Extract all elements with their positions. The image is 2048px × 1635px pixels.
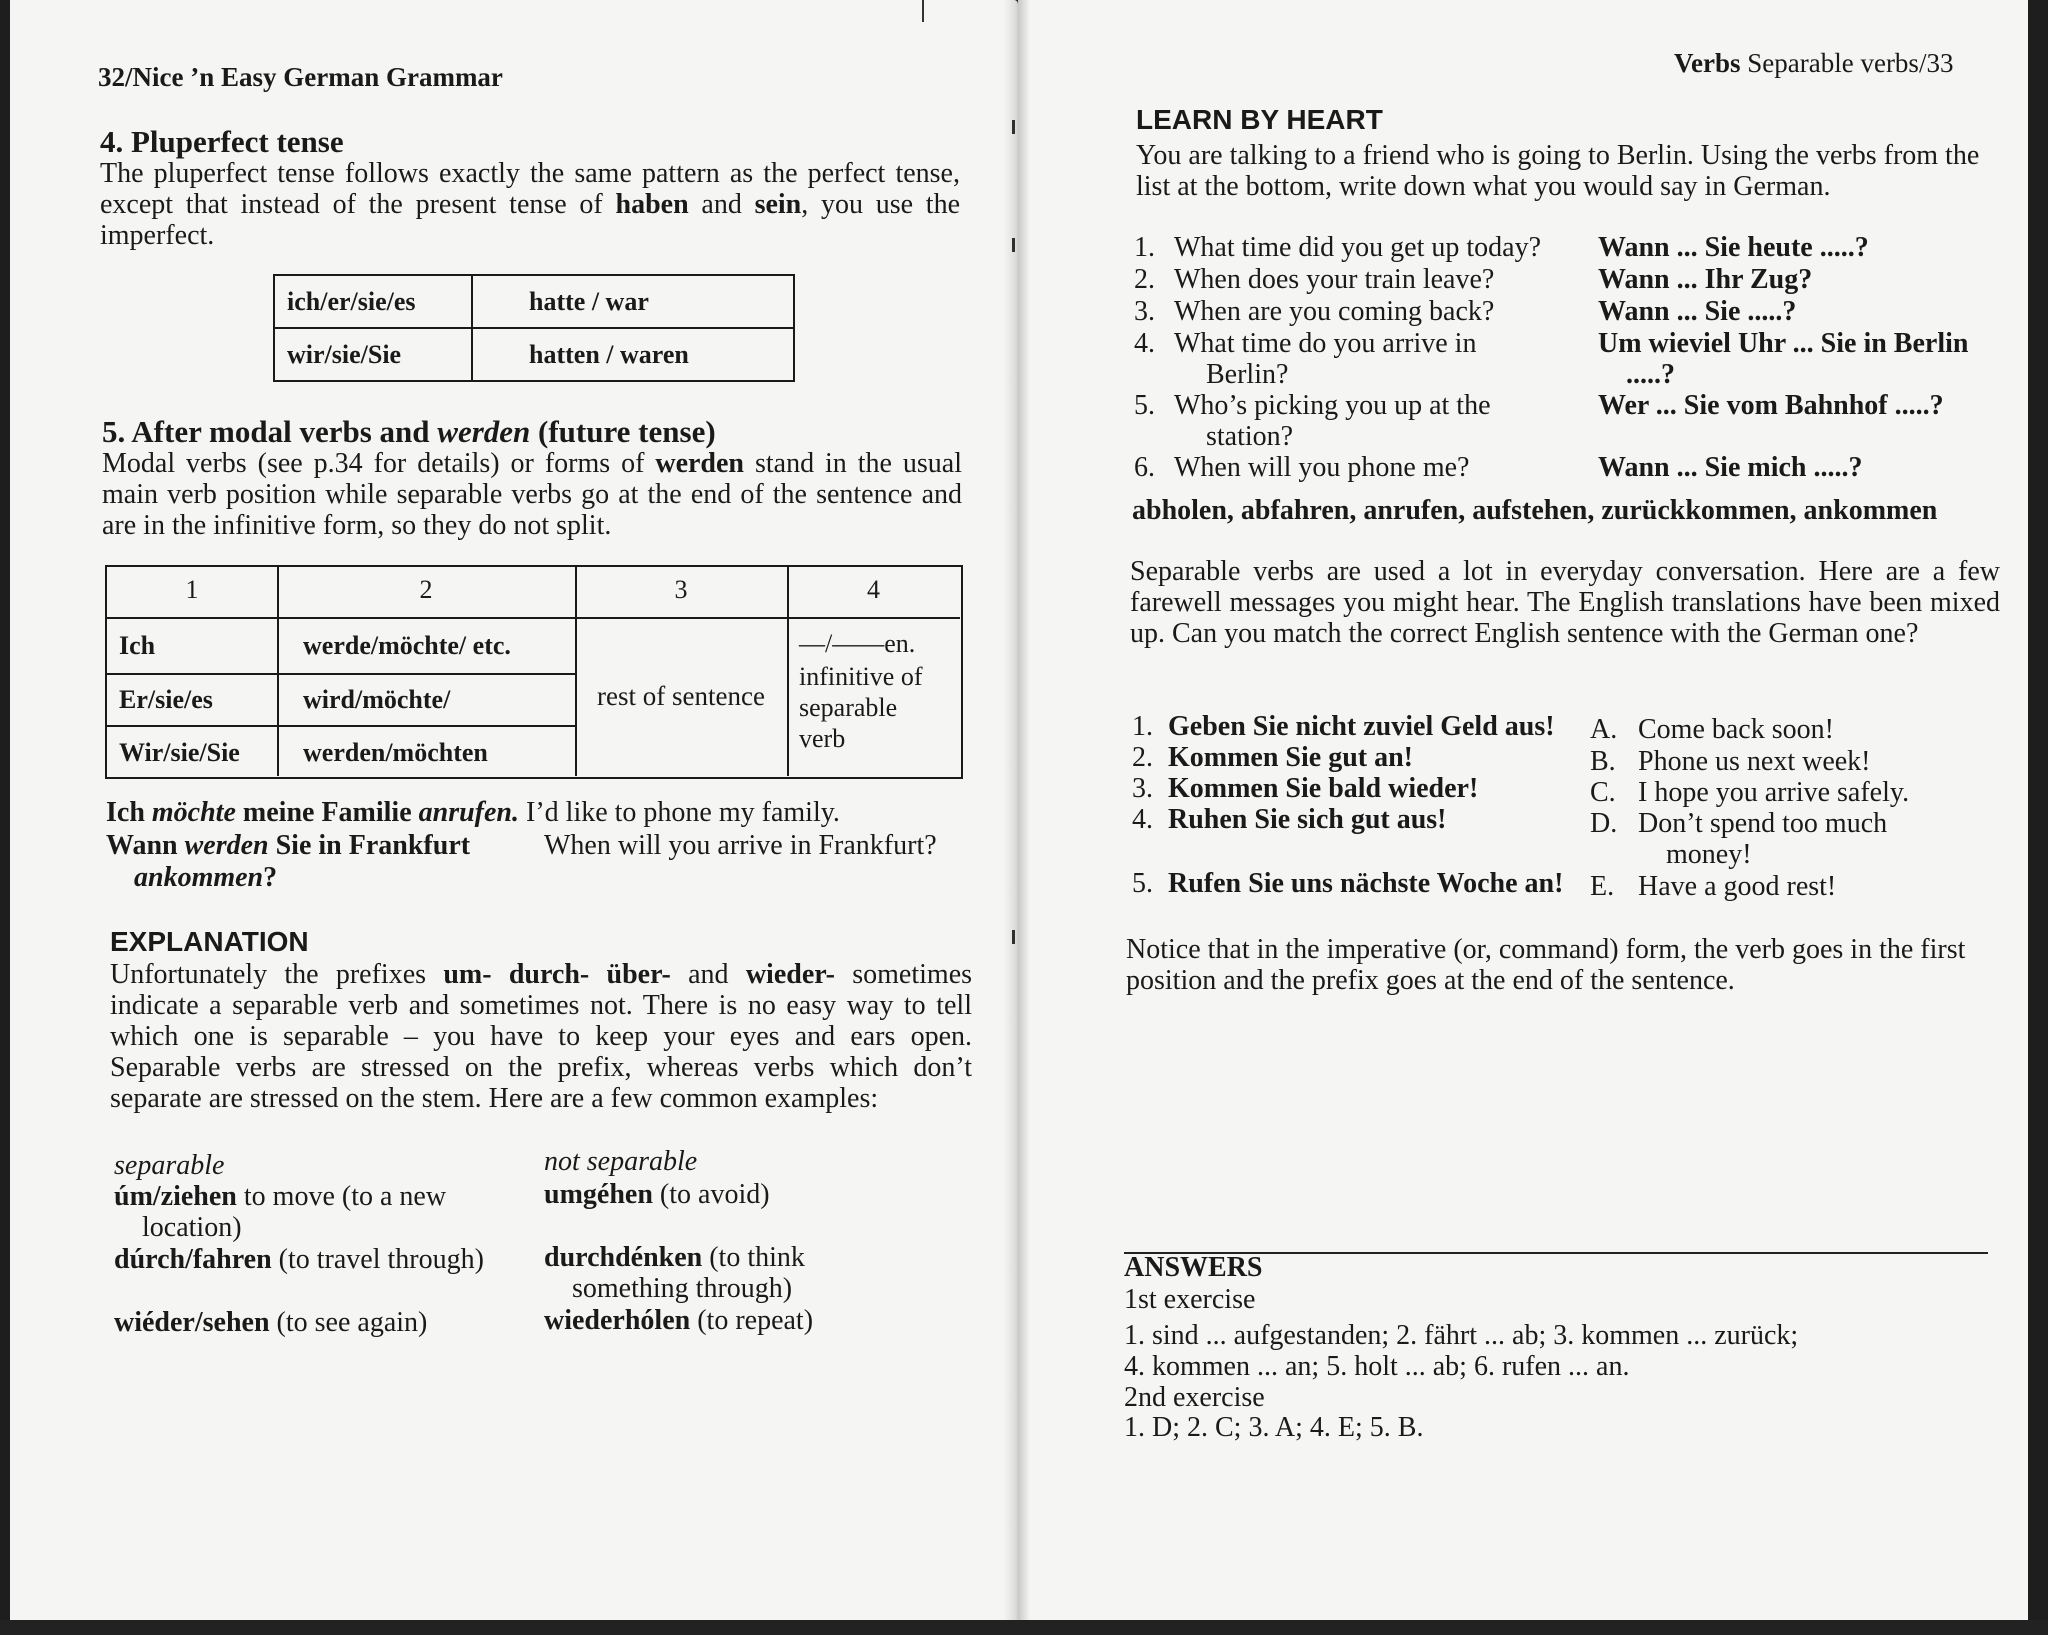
english-sentence: Phone us next week! bbox=[1638, 746, 1871, 777]
separable-heading: separable bbox=[114, 1150, 225, 1181]
item-number: 1. bbox=[1134, 232, 1155, 263]
table-row bbox=[274, 328, 794, 381]
item-question: When does your train leave? bbox=[1174, 264, 1495, 295]
german-number: 2. bbox=[1132, 742, 1153, 773]
word-order-table bbox=[105, 565, 963, 779]
verb-list: abholen, abfahren, anrufen, aufstehen, zurückkommen, ankommen bbox=[1132, 495, 1938, 526]
english-sentence: I hope you arrive safely. bbox=[1638, 777, 1910, 808]
explanation-title: EXPLANATION bbox=[110, 926, 309, 957]
term-sein: sein bbox=[754, 189, 802, 220]
answers-exercise-1-label: 1st exercise bbox=[1124, 1284, 1256, 1315]
german-sentence: Ruhen Sie sich gut aus! bbox=[1168, 804, 1447, 835]
answers-exercise-2-label: 2nd exercise bbox=[1124, 1382, 1265, 1413]
item-question: When are you coming back? bbox=[1174, 296, 1495, 327]
english-letter: A. bbox=[1590, 714, 1618, 745]
not-separable-example-1: umgéhen (to avoid) bbox=[544, 1179, 770, 1210]
example-sentence-2-german: Wann werden Sie in Frankfurt bbox=[106, 830, 471, 861]
item-german-cont: .....? bbox=[1626, 359, 1675, 390]
item-question-cont: station? bbox=[1206, 421, 1294, 452]
item-german: Wann ... Sie mich .....? bbox=[1598, 452, 1863, 483]
term-haben: haben bbox=[615, 189, 689, 220]
explanation-paragraph: Unfortunately the prefixes um- durch- über- and wieder- sometimes indicate a separable verb and sometimes not. There is no easy way to tell which one is separable – you have to keep your eyes and ears open. Separable verbs are stressed on the prefix, whereas verbs which don’t separate are stressed on the stem. Here are a few common examples: bbox=[110, 959, 973, 1114]
english-sentence: Don’t spend too much bbox=[1638, 808, 1888, 839]
english-letter: B. bbox=[1590, 746, 1616, 777]
section-5-paragraph: Modal verbs (see p.34 for details) or forms of werden stand in the usual main verb position while separable verbs go at the end of the sentence and are in the infinitive form, so they do not split. bbox=[102, 448, 962, 541]
not-separable-heading: not separable bbox=[544, 1146, 698, 1177]
item-german: Um wieviel Uhr ... Sie in Berlin bbox=[1598, 328, 1969, 359]
german-number: 5. bbox=[1132, 868, 1153, 899]
table-cell: hatte / war bbox=[472, 275, 794, 328]
page-edge-mark bbox=[922, 0, 924, 22]
english-letter: C. bbox=[1590, 777, 1616, 808]
item-german: Wer ... Sie vom Bahnhof .....? bbox=[1598, 390, 1944, 421]
item-german: Wann ... Sie heute .....? bbox=[1598, 232, 1869, 263]
section-4-paragraph: The pluperfect tense follows exactly the same pattern as the perfect tense, except that instead of the present tense of haben and sein, you use the imperfect. bbox=[100, 158, 960, 251]
example-sentence-1: Ich möchte meine Familie anrufen. I’d like to phone my family. bbox=[106, 797, 840, 828]
item-question: Who’s picking you up at the bbox=[1174, 390, 1491, 421]
not-separable-example-2: durchdénken (to think something through) bbox=[544, 1242, 805, 1304]
not-separable-example-3: wiederhólen (to repeat) bbox=[544, 1305, 814, 1336]
table-header: 3 bbox=[674, 575, 688, 604]
item-number: 5. bbox=[1134, 390, 1155, 421]
table-cell: wir/sie/Sie bbox=[274, 328, 472, 381]
german-sentence: Kommen Sie bald wieder! bbox=[1168, 773, 1479, 804]
section-5-title: 5. After modal verbs and werden (future tense) bbox=[102, 414, 716, 449]
table-cell: werden/möchten bbox=[303, 738, 488, 767]
item-number: 6. bbox=[1134, 452, 1155, 483]
english-letter: D. bbox=[1590, 808, 1618, 839]
item-question: When will you phone me? bbox=[1174, 452, 1470, 483]
farewell-intro: Separable verbs are used a lot in everyday conversation. Here are a few farewell messages you might hear. The English translations have been mixed up. Can you match the correct English sentence with the German one? bbox=[1130, 556, 2000, 649]
left-page-header bbox=[98, 62, 503, 93]
bottom-edge bbox=[0, 1620, 2048, 1635]
table-header: 2 bbox=[419, 575, 433, 604]
english-sentence: Have a good rest! bbox=[1638, 871, 1837, 902]
answers-exercise-2-line: 1. D; 2. C; 3. A; 4. E; 5. B. bbox=[1124, 1412, 1424, 1443]
german-sentence: Kommen Sie gut an! bbox=[1168, 742, 1413, 773]
german-number: 4. bbox=[1132, 804, 1153, 835]
item-german: Wann ... Ihr Zug? bbox=[1598, 264, 1813, 295]
separable-example-2: dúrch/fahren (to travel through) bbox=[114, 1244, 484, 1275]
learn-by-heart-title: LEARN BY HEART bbox=[1136, 104, 1383, 135]
pluperfect-table bbox=[273, 274, 795, 382]
table-cell: ich/er/sie/es bbox=[274, 275, 472, 328]
table-header: 4 bbox=[867, 575, 880, 604]
table-row bbox=[274, 275, 794, 328]
table-cell: rest of sentence bbox=[597, 681, 765, 711]
answers-title: ANSWERS bbox=[1124, 1252, 1263, 1283]
book-gutter bbox=[1004, 0, 1030, 1625]
german-number: 3. bbox=[1132, 773, 1153, 804]
english-letter: E. bbox=[1590, 871, 1615, 902]
example-sentence-2-english: When will you arrive in Frankfurt? bbox=[544, 830, 937, 861]
section-4-title: 4. Pluperfect tense bbox=[100, 124, 344, 159]
term-werden: werden bbox=[437, 414, 531, 449]
item-question: What time do you arrive in bbox=[1174, 328, 1477, 359]
learn-intro: You are talking to a friend who is going to Berlin. Using the verbs from the list at the bottom, write down what you would say in German. bbox=[1136, 140, 1980, 202]
table-cell: werde/möchte/ etc. bbox=[303, 631, 511, 660]
left-header-text: 32/Nice ’n Easy German Grammar bbox=[98, 62, 503, 92]
english-sentence: Come back soon! bbox=[1638, 714, 1834, 745]
separable-example-1: úm/ziehen to move (to a new location) bbox=[114, 1181, 447, 1243]
answers-exercise-1-line-1: 1. sind ... aufgestanden; 2. fährt ... ab; 3. kommen ... zurück; bbox=[1124, 1320, 1799, 1351]
right-page-header: Verbs Separable verbs/33 bbox=[1674, 48, 1954, 78]
table-cell: infinitive of separable verb bbox=[799, 662, 923, 753]
left-page bbox=[0, 0, 1018, 1625]
item-question: What time did you get up today? bbox=[1174, 232, 1542, 263]
right-page bbox=[1018, 0, 2048, 1625]
table-cell: Er/sie/es bbox=[119, 685, 213, 714]
english-sentence-cont: money! bbox=[1666, 839, 1752, 870]
german-sentence: Rufen Sie uns nächste Woche an! bbox=[1168, 868, 1564, 899]
example-sentence-2-german-cont: ankommen? bbox=[134, 862, 278, 893]
notice-paragraph: Notice that in the imperative (or, command) form, the verb goes in the first position and the prefix goes at the end of the sentence. bbox=[1126, 934, 1966, 996]
item-german: Wann ... Sie .....? bbox=[1598, 296, 1797, 327]
table-cell: Wir/sie/Sie bbox=[119, 738, 240, 767]
item-number: 2. bbox=[1134, 264, 1155, 295]
table-cell: hatten / waren bbox=[472, 328, 794, 381]
table-header: 1 bbox=[185, 575, 199, 604]
table-cell: Ich bbox=[119, 631, 156, 660]
answers-exercise-1-line-2: 4. kommen ... an; 5. holt ... ab; 6. rufen ... an. bbox=[1124, 1351, 1630, 1382]
table-cell: wird/möchte/ bbox=[303, 685, 451, 714]
item-number: 4. bbox=[1134, 328, 1155, 359]
german-sentence: Geben Sie nicht zuviel Geld aus! bbox=[1168, 711, 1555, 742]
item-number: 3. bbox=[1134, 296, 1155, 327]
german-number: 1. bbox=[1132, 711, 1153, 742]
item-question-cont: Berlin? bbox=[1206, 359, 1289, 390]
table-cell: —/——en. bbox=[799, 629, 916, 658]
separable-example-3: wiéder/sehen (to see again) bbox=[114, 1307, 428, 1338]
